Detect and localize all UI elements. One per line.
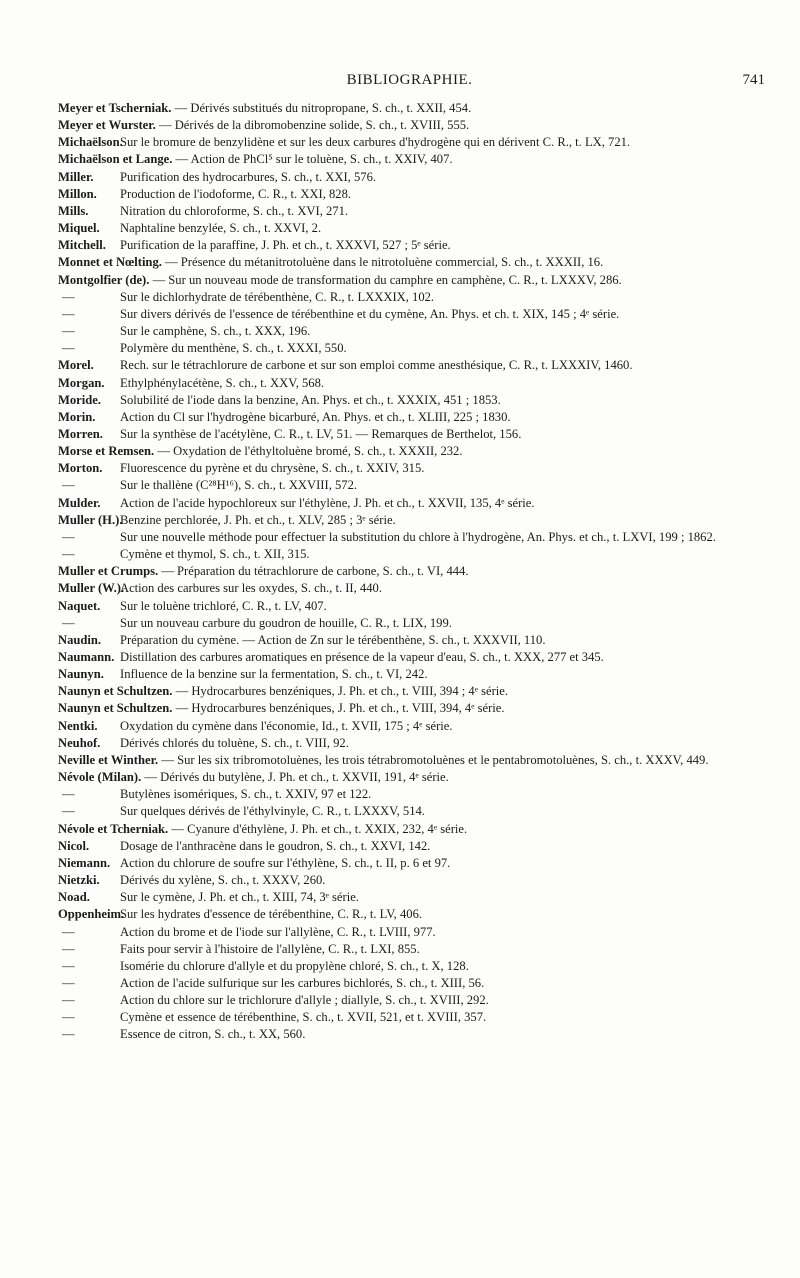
ditto-dash: — (62, 787, 75, 802)
entry-text: Faits pour servir à l'histoire de l'allylène, C. R., t. LXI, 855. (120, 941, 420, 956)
entry-author: Mulder. (58, 495, 101, 510)
entry-author: Muller et Crumps. (58, 564, 159, 579)
bibliography-list (58, 100, 768, 1044)
bibliography-entry (58, 186, 768, 203)
entry-text: Cymène et thymol, S. ch., t. XII, 315. (120, 547, 310, 562)
bibliography-entry (58, 872, 768, 889)
bibliography-entry (58, 100, 768, 117)
bibliography-entry (58, 357, 768, 374)
entry-author: Morel. (58, 358, 94, 373)
bibliography-entry (58, 700, 768, 717)
entry-text: Dosage de l'anthracène dans le goudron, S. ch., t. XXVI, 142. (120, 838, 431, 853)
entry-author: Naunyn et Schultzen. (58, 684, 173, 699)
entry-text: — Sur les six tribromotoluènes, les trois tétrabromotoluènes et le pentabromotoluènes, S. ch., t. XXXV, 449. (161, 752, 709, 767)
entry-author: Oppenheim. (58, 907, 125, 922)
ditto-dash: — (62, 341, 75, 356)
entry-text: Sur une nouvelle méthode pour effectuer la substitution du chlore à l'hydrogène, An. Phys. et ch., t. LXVI, 199 ; 1862. (120, 529, 716, 544)
entry-text: Polymère du menthène, S. ch., t. XXXI, 550. (120, 341, 347, 356)
entry-text: — Oxydation de l'éthyltoluène bromé, S. ch., t. XXXII, 232. (157, 444, 463, 459)
entry-author: Miller. (58, 169, 94, 184)
bibliography-entry (58, 992, 768, 1009)
entry-text: Benzine perchlorée, J. Ph. et ch., t. XLV, 285 ; 3ᵉ série. (120, 512, 396, 527)
entry-text: — Dérivés du butylène, J. Ph. et ch., t. XXVII, 191, 4ᵉ série. (144, 770, 449, 785)
bibliography-entry (58, 306, 768, 323)
entry-text: Naphtaline benzylée, S. ch., t. XXVI, 2. (120, 221, 322, 236)
bibliography-entry (58, 803, 768, 820)
entry-text: Action du chlorure de soufre sur l'éthylène, S. ch., t. II, p. 6 et 97. (120, 855, 451, 870)
entry-text: Essence de citron, S. ch., t. XX, 560. (120, 1027, 306, 1042)
bibliography-entry (58, 117, 768, 134)
ditto-dash: — (62, 941, 75, 956)
entry-author: Morin. (58, 409, 96, 424)
ditto-dash: — (62, 306, 75, 321)
bibliography-entry (58, 1009, 768, 1026)
bibliography-entry (58, 169, 768, 186)
entry-text: Solubilité de l'iode dans la benzine, An. Phys. et ch., t. XXXIX, 451 ; 1853. (120, 392, 501, 407)
bibliography-entry (58, 838, 768, 855)
entry-text: Action du chlore sur le trichlorure d'allyle ; diallyle, S. ch., t. XVIII, 292. (120, 993, 489, 1008)
ditto-dash: — (62, 924, 75, 939)
entry-text: Distillation des carbures aromatiques en présence de la vapeur d'eau, S. ch., t. XXX, 277 et 345. (120, 650, 604, 664)
entry-author: Naquet. (58, 598, 101, 613)
entry-author: Michaëlson et Lange. (58, 152, 173, 167)
entry-text: Purification des hydrocarbures, S. ch., t. XXI, 576. (120, 169, 377, 184)
entry-text: — Dérivés substitués du nitropropane, S. ch., t. XXII, 454. (174, 101, 472, 115)
entry-text: Rech. sur le tétrachlorure de carbone et sur son emploi comme anesthésique, C. R., t. LXXXIV, 1460. (120, 358, 633, 373)
bibliography-entry (58, 941, 768, 958)
bibliography-entry (58, 460, 768, 477)
bibliography-entry (58, 323, 768, 340)
entry-text: Purification de la paraffine, J. Ph. et ch., t. XXXVI, 527 ; 5ᵉ série. (120, 238, 451, 253)
entry-text: Sur divers dérivés de l'essence de térébenthine et du cymène, An. Phys. et ch. t. XIX, 145 ; 4ᵉ série. (120, 306, 620, 321)
bibliography-entry (58, 375, 768, 392)
bibliography-entry (58, 752, 768, 769)
entry-author: Morren. (58, 426, 103, 441)
entry-text: Sur la synthèse de l'acétylène, C. R., t. LV, 51. — Remarques de Berthelot, 156. (120, 426, 522, 441)
bibliography-entry (58, 666, 768, 683)
entry-author: Neville et Winther. (58, 752, 159, 767)
bibliography-entry (58, 580, 768, 597)
entry-author: Miquel. (58, 221, 100, 236)
ditto-dash: — (62, 958, 75, 973)
entry-text: Nitration du chloroforme, S. ch., t. XVI, 271. (120, 203, 349, 218)
bibliography-entry (58, 134, 768, 151)
entry-text: Cymène et essence de térébenthine, S. ch., t. XVII, 521, et t. XVIII, 357. (120, 1010, 487, 1025)
entry-author: Montgolfier (de). (58, 272, 150, 287)
ditto-dash: — (62, 478, 75, 493)
entry-author: Naunyn et Schultzen. (58, 701, 173, 716)
entry-text: Sur le cymène, J. Ph. et ch., t. XIII, 74, 3ᵉ série. (120, 890, 359, 905)
entry-author: Muller (W.). (58, 581, 125, 596)
entry-author: Naudin. (58, 632, 102, 647)
entry-text: Dérivés du xylène, S. ch., t. XXXV, 260. (120, 873, 326, 888)
entry-text: Action du brome et de l'iode sur l'allylène, C. R., t. LVIII, 977. (120, 924, 436, 939)
entry-author: Nietzki. (58, 873, 100, 888)
bibliography-entry (58, 151, 768, 168)
entry-text: Sur le thallène (C²⁸H¹⁶), S. ch., t. XXVIII, 572. (120, 478, 358, 493)
entry-text: Sur le toluène trichloré, C. R., t. LV, 407. (120, 598, 327, 613)
ditto-dash: — (62, 529, 75, 544)
bibliography-entry (58, 975, 768, 992)
entry-author: Monnet et Nœlting. (58, 255, 162, 270)
bibliography-entry (58, 289, 768, 306)
entry-text: Sur le dichlorhydrate de térébenthène, C. R., t. LXXXIX, 102. (120, 289, 435, 304)
entry-author: Mills. (58, 203, 89, 218)
bibliography-entry (58, 615, 768, 632)
ditto-dash: — (62, 1027, 75, 1042)
bibliography-entry (58, 598, 768, 615)
bibliography-entry (58, 632, 768, 649)
bibliography-entry (58, 254, 768, 271)
ditto-dash: — (62, 289, 75, 304)
entry-text: — Hydrocarbures benzéniques, J. Ph. et ch., t. VIII, 394 ; 4ᵉ série. (175, 684, 509, 699)
bibliography-entry (58, 821, 768, 838)
running-title: BIBLIOGRAPHIE. (346, 72, 473, 88)
bibliography-entry (58, 718, 768, 735)
bibliography-entry (58, 272, 768, 289)
entry-author: Neuhof. (58, 735, 101, 750)
entry-text: — Présence du métanitrotoluène dans le nitrotoluène commercial, S. ch., t. XXXII, 16. (165, 255, 604, 270)
ditto-dash: — (62, 1010, 75, 1025)
entry-text: Dérivés chlorés du toluène, S. ch., t. VIII, 92. (120, 735, 349, 750)
entry-author: Névole (Milan). (58, 770, 142, 785)
entry-author: Nentki. (58, 718, 98, 733)
bibliography-entry (58, 237, 768, 254)
bibliography-entry (58, 392, 768, 409)
bibliography-entry (58, 769, 768, 786)
bibliography-entry (58, 220, 768, 237)
entry-text: — Préparation du tétrachlorure de carbone, S. ch., t. VI, 444. (161, 564, 469, 579)
bibliography-entry (58, 1026, 768, 1043)
entry-text: Sur le camphène, S. ch., t. XXX, 196. (120, 324, 311, 339)
entry-text: Sur les hydrates d'essence de térébenthine, C. R., t. LV, 406. (120, 907, 423, 922)
entry-author: Naumann. (58, 650, 115, 664)
ditto-dash: — (62, 615, 75, 630)
bibliography-entry (58, 512, 768, 529)
ditto-dash: — (62, 547, 75, 562)
bibliography-entry (58, 409, 768, 426)
bibliography-entry (58, 563, 768, 580)
entry-author: Muller (H.). (58, 512, 123, 527)
entry-author: Millon. (58, 186, 97, 201)
bibliography-entry (58, 340, 768, 357)
entry-text: Fluorescence du pyrène et du chrysène, S. ch., t. XXIV, 315. (120, 461, 425, 476)
entry-text: Ethylphénylacétène, S. ch., t. XXV, 568. (120, 375, 325, 390)
entry-author: Meyer et Tscherniak. (58, 101, 172, 115)
bibliography-entry (58, 683, 768, 700)
ditto-dash: — (62, 804, 75, 819)
bibliography-entry (58, 889, 768, 906)
bibliography-entry (58, 546, 768, 563)
bibliography-entry (58, 443, 768, 460)
ditto-dash: — (62, 324, 75, 339)
entry-text: Action des carbures sur les oxydes, S. ch., t. II, 440. (120, 581, 382, 596)
entry-text: Action de l'acide sulfurique sur les carbures bichlorés, S. ch., t. XIII, 56. (120, 975, 485, 990)
entry-text: Influence de la benzine sur la fermentation, S. ch., t. VI, 242. (120, 667, 428, 682)
bibliography-entry (58, 495, 768, 512)
bibliography-entry (58, 529, 768, 546)
bibliography-entry (58, 649, 768, 666)
entry-text: — Cyanure d'éthylène, J. Ph. et ch., t. XXIX, 232, 4ᵉ série. (171, 821, 468, 836)
bibliography-entry (58, 477, 768, 494)
bibliography-entry (58, 958, 768, 975)
page-header (54, 72, 765, 94)
bibliography-entry (58, 203, 768, 220)
entry-author: Noad. (58, 890, 90, 905)
entry-text: Action de l'acide hypochloreux sur l'éthylène, J. Ph. et ch., t. XXVII, 135, 4ᵉ série. (120, 495, 535, 510)
entry-author: Morton. (58, 461, 103, 476)
entry-text: Action du Cl sur l'hydrogène bicarburé, An. Phys. et ch., t. XLIII, 225 ; 1830. (120, 409, 511, 424)
entry-text: — Action de PhCl⁵ sur le toluène, S. ch., t. XXIV, 407. (175, 152, 453, 167)
entry-text: Production de l'iodoforme, C. R., t. XXI, 828. (120, 186, 352, 201)
entry-text: — Hydrocarbures benzéniques, J. Ph. et ch., t. VIII, 394, 4ᵉ série. (175, 701, 505, 716)
entry-author: Mitchell. (58, 238, 106, 253)
bibliography-entry (58, 786, 768, 803)
entry-text: Sur quelques dérivés de l'éthylvinyle, C. R., t. LXXXV, 514. (120, 804, 425, 819)
entry-author: Niemann. (58, 855, 111, 870)
entry-author: Névole et Tcherniak. (58, 821, 169, 836)
entry-text: Sur un nouveau carbure du goudron de houille, C. R., t. LIX, 199. (120, 615, 452, 630)
bibliography-entry (58, 906, 768, 923)
ditto-dash: — (62, 993, 75, 1008)
bibliography-entry (58, 924, 768, 941)
entry-text: — Dérivés de la dibromobenzine solide, S. ch., t. XVIII, 555. (158, 118, 470, 133)
entry-author: Moride. (58, 392, 102, 407)
entry-text: Sur le bromure de benzylidène et sur les deux carbures d'hydrogène qui en dérivent C. R., t. LX, 721. (120, 135, 631, 150)
entry-text: — Sur un nouveau mode de transformation du camphre en camphène, C. R., t. LXXXV, 286. (152, 272, 622, 287)
entry-author: Nicol. (58, 838, 90, 853)
entry-author: Morgan. (58, 375, 105, 390)
bibliography-entry (58, 735, 768, 752)
entry-text: Oxydation du cymène dans l'économie, Id., t. XVII, 175 ; 4ᵉ série. (120, 718, 453, 733)
page-number: 741 (742, 72, 765, 88)
entry-text: Préparation du cymène. — Action de Zn sur le térébenthène, S. ch., t. XXXVII, 110. (120, 632, 546, 647)
entry-text: Butylènes isomériques, S. ch., t. XXIV, 97 et 122. (120, 787, 372, 802)
entry-text: Isomérie du chlorure d'allyle et du propylène chloré, S. ch., t. X, 128. (120, 958, 469, 973)
ditto-dash: — (62, 975, 75, 990)
entry-author: Meyer et Wurster. (58, 118, 156, 133)
entry-author: Michaëlson. (58, 135, 123, 150)
entry-author: Morse et Remsen. (58, 444, 155, 459)
bibliography-entry (58, 855, 768, 872)
entry-author: Naunyn. (58, 667, 104, 682)
bibliography-entry (58, 426, 768, 443)
